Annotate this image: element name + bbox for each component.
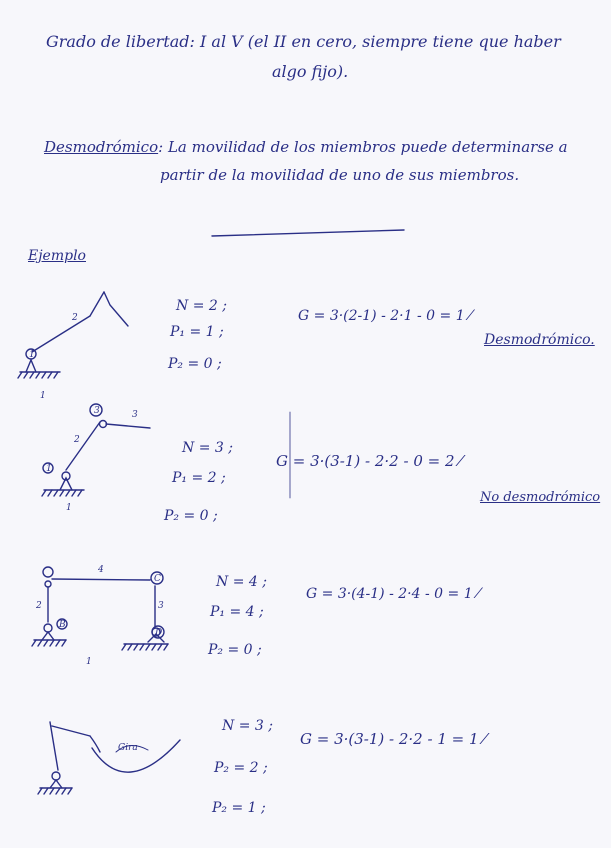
ex2-label-link-b: 3 [132,410,138,420]
ex1-label-node: 1 [29,350,35,360]
ex2-label-base: 1 [66,503,72,513]
ex1-label-link: 2 [72,313,78,323]
ex1-result: Desmodrómico. [484,332,595,348]
ex4-diagram [38,722,180,794]
example-title: Ejemplo [28,248,86,264]
ex2-label-node-a: 1 [46,464,52,474]
ex3-label-top: 4 [98,565,104,575]
ex2-p2: P₂ = 0 ; [164,508,218,524]
ex4-label-leva: Gira [118,743,138,753]
ex4-n: N = 3 ; [222,718,273,734]
ex4-p1: P₂ = 2 ; [214,760,268,776]
ex1-p1: P₁ = 1 ; [170,324,224,340]
header-line-2: algo fijo). [272,62,349,81]
ex1-formula: G = 3·(2-1) - 2·1 - 0 = 1 ⁄ [298,308,472,324]
ex2-diagram [42,404,290,498]
separator-line [212,230,404,236]
ex3-label-left: 2 [36,601,42,611]
ex1-diagram [18,292,128,378]
ex3-label-right: 3 [158,601,164,611]
ex2-n: N = 3 ; [182,440,233,456]
ex2-p1: P₁ = 2 ; [172,470,226,486]
ex3-label-d: D [155,628,163,638]
ex2-formula: G = 3·(3-1) - 2·2 - 0 = 2 ⁄ [276,452,462,470]
definition-term: Desmodrómico [44,138,159,156]
ex2-label-link-a: 2 [74,435,80,445]
ex3-label-bottom: 1 [86,657,92,667]
ex3-label-b: B [59,620,66,630]
ex4-formula: G = 3·(3-1) - 2·2 - 1 = 1 ⁄ [300,730,486,748]
ex1-p2: P₂ = 0 ; [168,356,222,372]
ex3-formula: G = 3·(4-1) - 2·4 - 0 = 1 ⁄ [306,586,480,602]
ex3-p1: P₁ = 4 ; [210,604,264,620]
ex3-label-c: C [154,574,161,584]
definition-line-2: partir de la movilidad de uno de sus miembros. [160,166,520,184]
ex1-label-base: 1 [40,391,46,401]
ex3-n: N = 4 ; [216,574,267,590]
ex4-p2: P₂ = 1 ; [212,800,266,816]
ex1-n: N = 2 ; [176,298,227,314]
ex2-result: No desmodrómico [480,490,601,505]
header-line-1: Grado de libertad: I al V (el II en cero, siempre tiene que haber [46,32,561,51]
ex3-p2: P₂ = 0 ; [208,642,262,658]
definition-text-1: : La movilidad de los miembros puede determinarse a [158,138,568,156]
ex3-diagram [32,567,168,650]
ex2-label-node-b: 3 [94,406,100,416]
